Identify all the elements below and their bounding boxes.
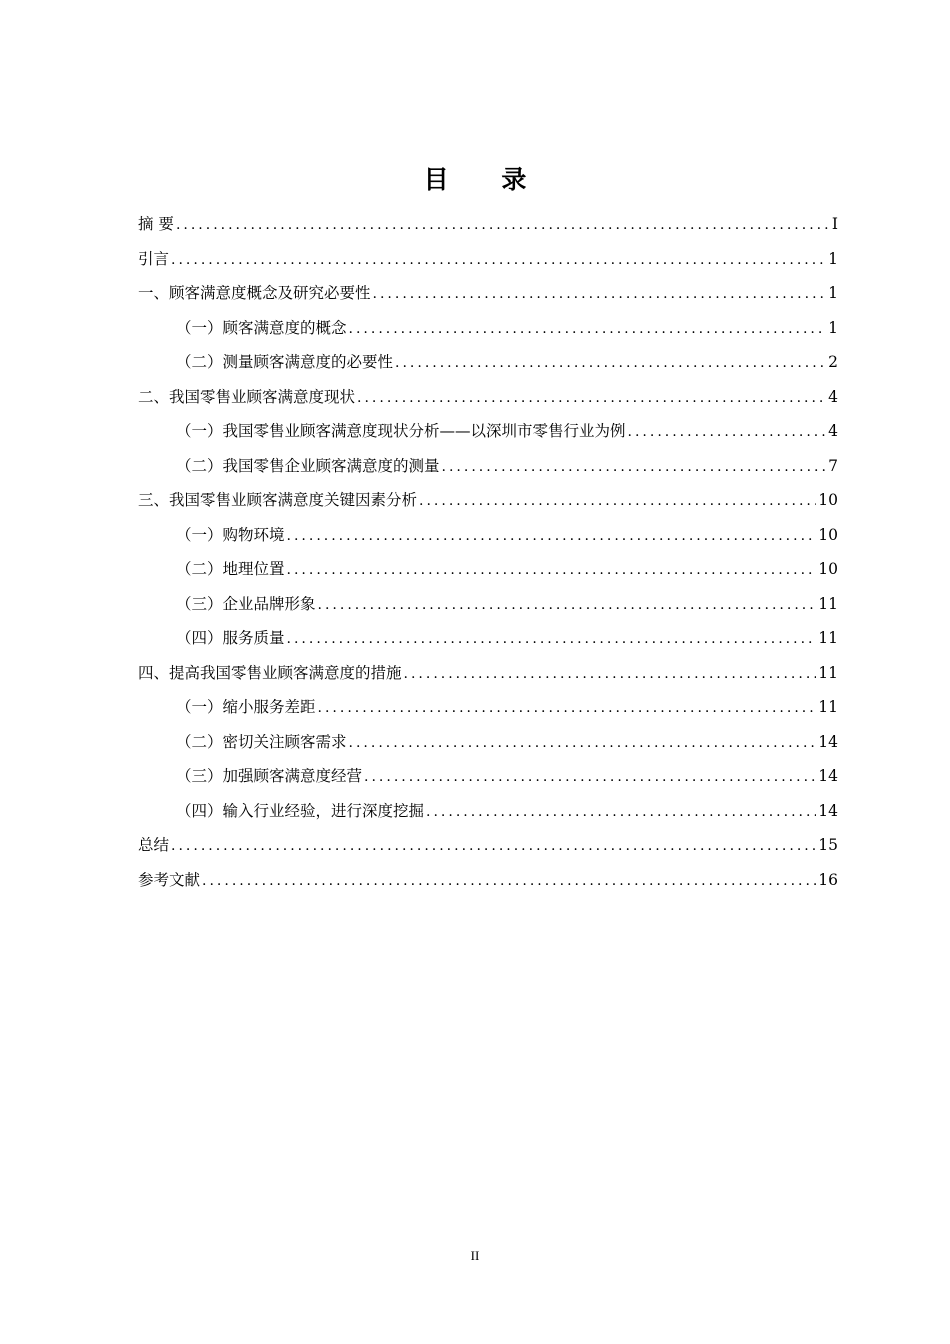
toc-dot-leader bbox=[373, 277, 827, 312]
toc-dot-leader bbox=[404, 657, 817, 692]
toc-dot-leader bbox=[287, 553, 817, 588]
toc-entry-label: （二）测量顾客满意度的必要性 bbox=[176, 353, 394, 371]
toc-dot-leader bbox=[349, 726, 817, 761]
toc-entry-label: （二）我国零售企业顾客满意度的测量 bbox=[176, 456, 440, 475]
toc-entry[interactable] bbox=[138, 518, 838, 553]
table-of-contents bbox=[138, 207, 838, 897]
toc-entry-label: 总结 bbox=[138, 836, 170, 854]
toc-entry-page: 14 bbox=[818, 801, 838, 820]
toc-entry[interactable] bbox=[138, 656, 838, 691]
toc-entry-page: 10 bbox=[818, 525, 838, 544]
toc-entry-page: 2 bbox=[828, 353, 838, 371]
page-title: 目 录 bbox=[423, 165, 549, 194]
toc-entry[interactable] bbox=[138, 621, 838, 656]
toc-entry-page: 1 bbox=[828, 318, 838, 337]
toc-entry[interactable] bbox=[138, 828, 838, 863]
toc-entry-label: （一）顾客满意度的概念 bbox=[176, 318, 347, 337]
toc-entry[interactable] bbox=[138, 242, 838, 277]
toc-entry[interactable] bbox=[138, 483, 838, 518]
toc-entry-label: 一、顾客满意度概念及研究必要性 bbox=[138, 284, 371, 302]
toc-dot-leader bbox=[426, 795, 816, 830]
toc-entry-label: （一）购物环境 bbox=[176, 525, 285, 544]
toc-dot-leader bbox=[318, 691, 817, 726]
toc-entry-page: 11 bbox=[818, 663, 838, 682]
toc-entry-page: 11 bbox=[818, 629, 838, 647]
toc-entry-page: 14 bbox=[818, 767, 838, 785]
toc-entry[interactable] bbox=[138, 725, 838, 760]
toc-entry[interactable] bbox=[138, 380, 838, 415]
toc-entry-page: 1 bbox=[828, 249, 838, 268]
toc-dot-leader bbox=[318, 588, 817, 623]
toc-entry-label: （二）密切关注顾客需求 bbox=[176, 732, 347, 751]
toc-dot-leader bbox=[176, 208, 830, 243]
toc-dot-leader bbox=[395, 346, 826, 381]
toc-entry-label: 引言 bbox=[138, 249, 170, 268]
toc-dot-leader bbox=[171, 829, 816, 864]
toc-entry-page: 15 bbox=[818, 836, 838, 854]
toc-entry[interactable] bbox=[138, 690, 838, 725]
toc-entry-label: （二）地理位置 bbox=[176, 560, 285, 578]
toc-entry-page: 11 bbox=[818, 594, 838, 613]
toc-dot-leader bbox=[442, 450, 827, 485]
toc-entry-label: （一）缩小服务差距 bbox=[176, 698, 316, 716]
toc-entry-label: 参考文献 bbox=[138, 870, 201, 889]
page-number: II bbox=[470, 1248, 480, 1263]
toc-entry-label: （三）企业品牌形象 bbox=[176, 594, 316, 613]
toc-entry-page: I bbox=[831, 215, 838, 233]
toc-entry[interactable] bbox=[138, 863, 838, 898]
toc-dot-leader bbox=[287, 519, 817, 554]
toc-entry-label: 三、我国零售业顾客满意度关键因素分析 bbox=[138, 491, 418, 509]
toc-entry-label: （一）我国零售业顾客满意度现状分析——以深圳市零售行业为例 bbox=[176, 422, 626, 440]
toc-dot-leader bbox=[287, 622, 817, 657]
toc-dot-leader bbox=[364, 760, 816, 795]
toc-dot-leader bbox=[349, 312, 827, 347]
toc-entry[interactable] bbox=[138, 794, 838, 829]
toc-dot-leader bbox=[628, 415, 827, 450]
toc-entry-label: （三）加强顾客满意度经营 bbox=[176, 767, 363, 785]
toc-entry-label: 四、提高我国零售业顾客满意度的措施 bbox=[138, 663, 402, 682]
toc-dot-leader bbox=[171, 243, 826, 278]
toc-entry[interactable] bbox=[138, 311, 838, 346]
toc-entry-page: 10 bbox=[818, 491, 838, 509]
toc-entry[interactable] bbox=[138, 759, 838, 794]
toc-entry-page: 11 bbox=[818, 698, 838, 716]
toc-entry-label: 二、我国零售业顾客满意度现状 bbox=[138, 387, 356, 406]
toc-entry[interactable] bbox=[138, 552, 838, 587]
toc-entry-page: 10 bbox=[818, 560, 838, 578]
toc-entry[interactable] bbox=[138, 449, 838, 484]
toc-entry-label: （四）服务质量 bbox=[176, 629, 285, 647]
toc-entry[interactable] bbox=[138, 345, 838, 380]
toc-entry-page: 1 bbox=[828, 284, 838, 302]
toc-entry[interactable] bbox=[138, 207, 838, 242]
toc-entry[interactable] bbox=[138, 276, 838, 311]
toc-entry[interactable] bbox=[138, 414, 838, 449]
toc-entry-page: 4 bbox=[828, 422, 838, 440]
toc-dot-leader bbox=[419, 484, 816, 519]
toc-entry-page: 7 bbox=[828, 456, 838, 475]
toc-entry-label: 摘 要 bbox=[138, 215, 174, 233]
toc-entry-page: 14 bbox=[818, 732, 838, 751]
toc-entry-label: （四）输入行业经验，进行深度挖掘 bbox=[176, 801, 425, 820]
toc-dot-leader bbox=[202, 864, 816, 899]
toc-dot-leader bbox=[357, 381, 826, 416]
toc-entry-page: 4 bbox=[828, 387, 838, 406]
toc-entry[interactable] bbox=[138, 587, 838, 622]
toc-entry-page: 16 bbox=[818, 870, 838, 889]
